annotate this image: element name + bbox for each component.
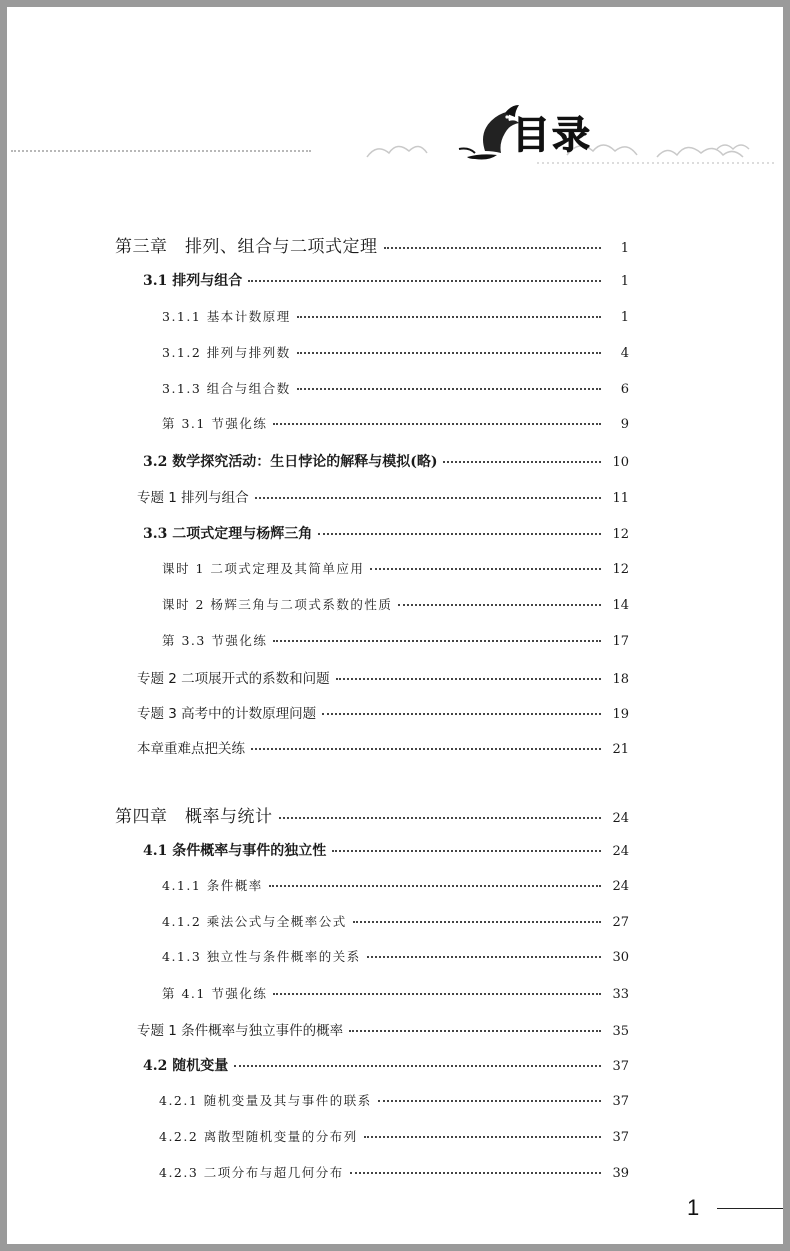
page-number: 17 — [612, 634, 629, 649]
entry-label: 3.3 二项式定理与杨辉三角 — [143, 526, 313, 542]
toc-subsection[interactable] — [162, 984, 629, 1002]
entry-label: 3.1.1 基本计数原理 — [162, 309, 291, 324]
page-number: 24 — [612, 879, 629, 894]
page-number: 35 — [612, 1024, 629, 1039]
page-number: 9 — [620, 417, 629, 432]
page-number: 37 — [612, 1059, 629, 1074]
dot-leader — [336, 678, 601, 680]
entry-label: 4.2 随机变量 — [143, 1058, 229, 1074]
page-number: 37 — [612, 1130, 629, 1145]
toc-section[interactable] — [143, 451, 629, 471]
entry-label: 4.1.2 乘法公式与全概率公式 — [162, 914, 347, 929]
toc-section[interactable] — [143, 1055, 629, 1075]
dot-leader — [251, 748, 601, 750]
dot-leader — [350, 1172, 601, 1174]
entry-label: 3.1.3 组合与组合数 — [162, 381, 291, 396]
toc-section[interactable] — [143, 523, 629, 543]
dot-leader — [370, 568, 601, 570]
dot-leader — [398, 604, 601, 606]
toc-chapter[interactable] — [115, 232, 629, 257]
dot-leader — [353, 921, 601, 923]
dot-leader — [297, 352, 601, 354]
dot-leader — [279, 817, 602, 819]
toc-subsection[interactable] — [162, 912, 629, 930]
toc-subsection[interactable] — [162, 343, 629, 361]
entry-label: 本章重难点把关练 — [137, 741, 245, 757]
page-number: 33 — [612, 987, 629, 1002]
dot-leader — [234, 1065, 601, 1067]
entry-label: 课时 2 杨辉三角与二项式系数的性质 — [162, 597, 393, 612]
toc-topic[interactable] — [137, 737, 629, 757]
chapter-title: 第三章 排列、组合与二项式定理 — [115, 237, 378, 257]
entry-label: 专题 2 二项展开式的系数和问题 — [137, 671, 330, 687]
dot-leader — [297, 316, 601, 318]
page-number: 27 — [612, 915, 629, 930]
dot-leader — [322, 713, 601, 715]
page-number: 37 — [612, 1094, 629, 1109]
toc-section[interactable] — [143, 270, 629, 290]
entry-label: 第 4.1 节强化练 — [162, 986, 268, 1001]
page-number: 1 — [620, 274, 629, 289]
entry-label: 第 3.1 节强化练 — [162, 416, 268, 431]
dot-leader — [255, 497, 601, 499]
entry-label: 4.2.2 离散型随机变量的分布列 — [159, 1129, 358, 1144]
page-number: 12 — [612, 527, 629, 542]
chapter-title: 第四章 概率与统计 — [115, 807, 273, 827]
entry-label: 4.2.1 随机变量及其与事件的联系 — [159, 1093, 372, 1108]
toc-topic[interactable] — [137, 1019, 629, 1039]
entry-label: 3.1.2 排列与排列数 — [162, 345, 291, 360]
dot-leader — [367, 956, 601, 958]
entry-label: 4.1 条件概率与事件的独立性 — [143, 843, 327, 859]
toc-topic[interactable] — [137, 667, 629, 687]
toc-subsection[interactable] — [162, 631, 629, 649]
page-number: 18 — [612, 672, 629, 687]
entry-label: 第 3.3 节强化练 — [162, 633, 268, 648]
toc-subsection[interactable] — [162, 414, 629, 432]
footer-page-number: 1 — [687, 1195, 700, 1220]
dot-leader — [273, 993, 601, 995]
page-number: 1 — [620, 241, 629, 256]
dot-leader — [349, 1030, 601, 1032]
toc-subsection[interactable] — [162, 379, 629, 397]
page-number: 10 — [612, 455, 629, 470]
toc-chapter[interactable] — [115, 802, 629, 827]
entry-label: 4.1.3 独立性与条件概率的关系 — [162, 949, 361, 964]
dot-leader — [332, 850, 601, 852]
page-number: 24 — [612, 844, 629, 859]
footer-rule — [717, 1208, 783, 1209]
page-number: 30 — [612, 950, 629, 965]
toc-subsection[interactable] — [162, 947, 629, 965]
entry-label: 专题 1 条件概率与独立事件的概率 — [137, 1023, 344, 1039]
entry-label: 4.1.1 条件概率 — [162, 878, 263, 893]
dot-leader — [273, 423, 601, 425]
page-title: 目录 — [512, 113, 593, 157]
dot-leader — [273, 640, 601, 642]
page-number: 14 — [612, 598, 629, 613]
toc-page — [7, 7, 783, 1244]
toc-subsection[interactable] — [162, 307, 629, 325]
page-number: 24 — [612, 811, 629, 826]
dot-leader — [269, 885, 601, 887]
page-number: 12 — [612, 562, 629, 577]
dot-leader — [248, 280, 601, 282]
page-number: 21 — [612, 742, 629, 757]
entry-label: 课时 1 二项式定理及其简单应用 — [162, 561, 365, 576]
page-number: 6 — [620, 382, 629, 397]
dot-leader — [297, 388, 601, 390]
toc-subsection[interactable] — [162, 595, 629, 613]
entry-label: 专题 1 排列与组合 — [137, 490, 249, 506]
toc-subsection[interactable] — [159, 1163, 629, 1181]
dot-leader — [318, 533, 601, 535]
page-number: 4 — [620, 346, 629, 361]
page-number: 11 — [612, 491, 629, 506]
toc-topic[interactable] — [137, 486, 629, 506]
entry-label: 4.2.3 二项分布与超几何分布 — [159, 1165, 344, 1180]
dot-leader — [378, 1100, 601, 1102]
toc-topic[interactable] — [137, 702, 629, 722]
entry-label: 3.2 数学探究活动：生日悖论的解释与模拟(略) — [143, 454, 438, 470]
page-number: 39 — [612, 1166, 629, 1181]
toc-subsection[interactable] — [159, 1091, 629, 1109]
dot-leader — [384, 247, 602, 249]
toc-subsection[interactable] — [162, 559, 629, 577]
table-of-contents — [7, 7, 783, 1244]
page-number: 1 — [620, 310, 629, 325]
entry-label: 专题 3 高考中的计数原理问题 — [137, 706, 317, 722]
toc-subsection[interactable] — [162, 876, 629, 894]
dot-leader — [364, 1136, 601, 1138]
dot-leader — [443, 461, 601, 463]
page-number: 19 — [612, 707, 629, 722]
toc-subsection[interactable] — [159, 1127, 629, 1145]
entry-label: 3.1 排列与组合 — [143, 273, 243, 289]
toc-section[interactable] — [143, 840, 629, 860]
